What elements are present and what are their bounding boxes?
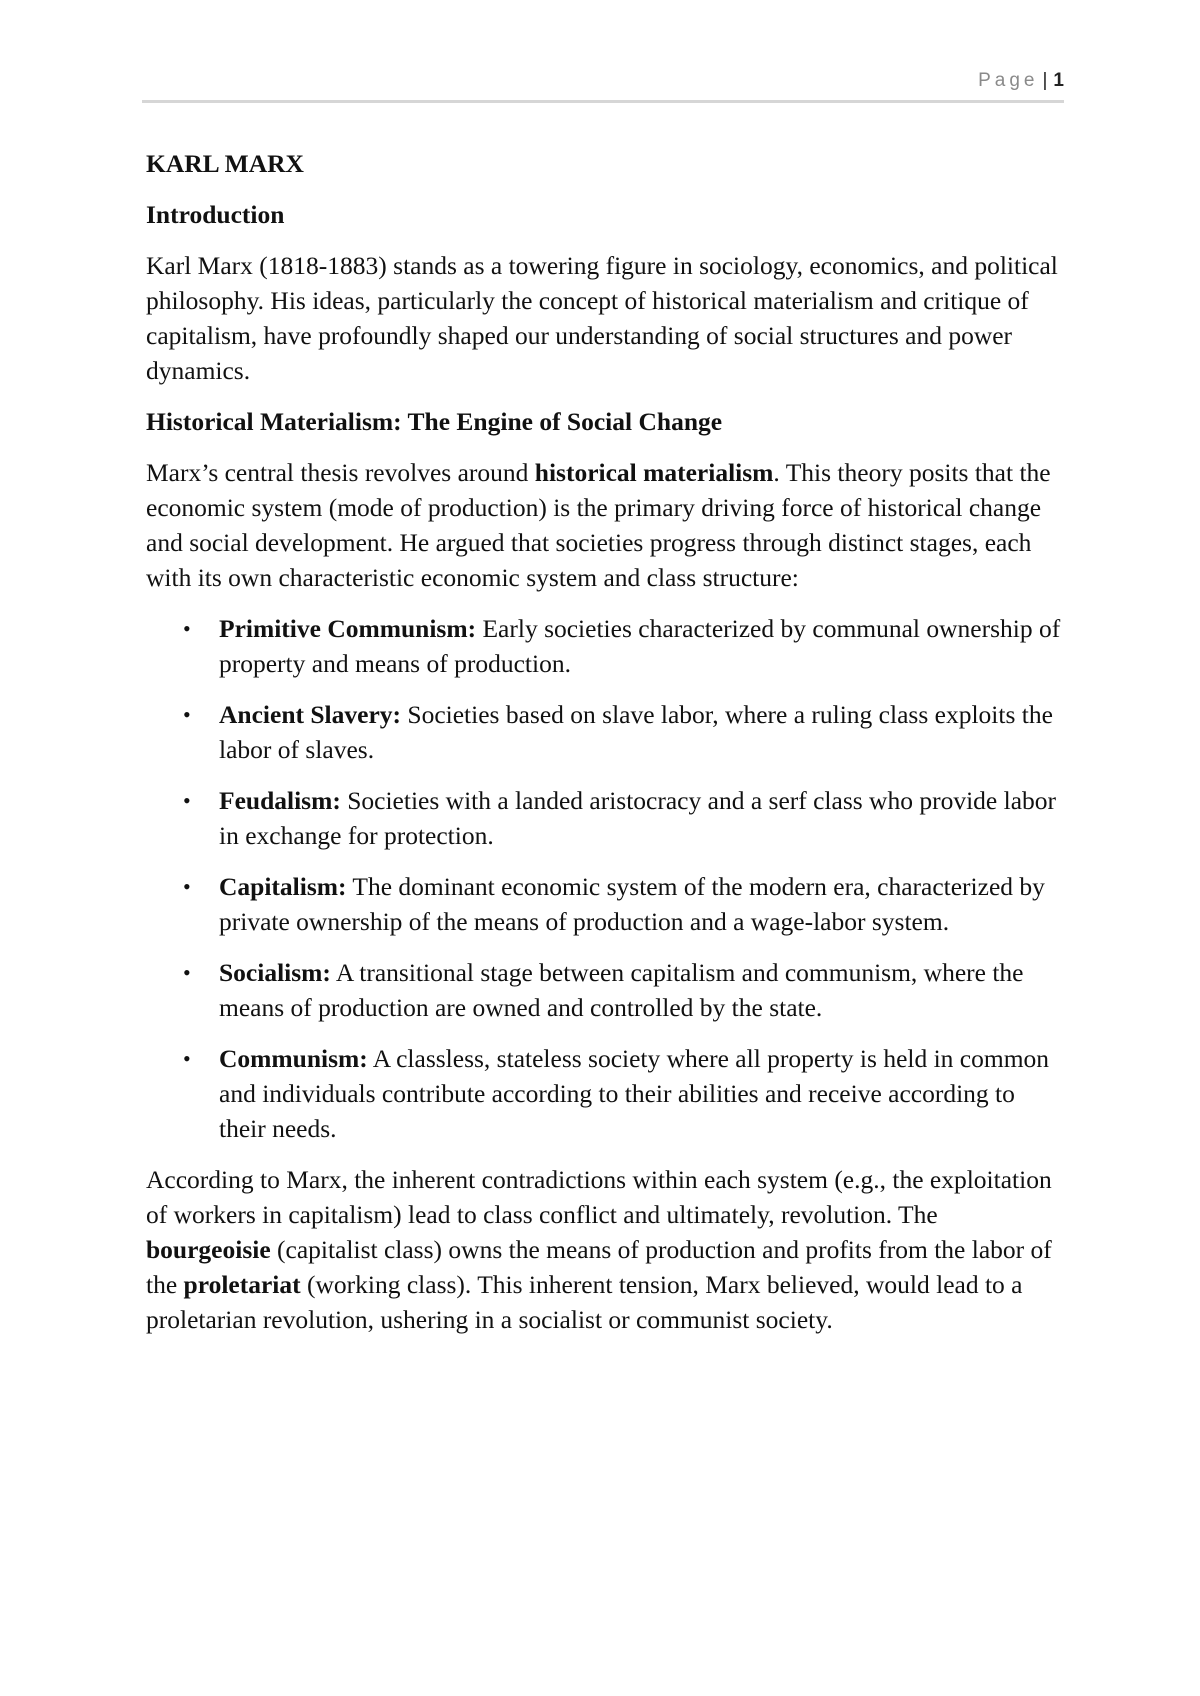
stage-desc: Societies with a landed aristocracy and a serf class who provide labor in exchange for protection.: [219, 786, 1057, 850]
list-item: [219, 611, 1066, 681]
stage-desc: Societies based on slave labor, where a ruling class exploits the labor of slaves.: [219, 700, 1053, 764]
list-item: [219, 955, 1066, 1025]
intro-heading: Introduction: [146, 200, 285, 229]
proletariat-term: proletariat: [183, 1270, 301, 1299]
closing-text-2: (capitalist class) owns the means of production and profits from the labor of the: [146, 1235, 1052, 1299]
thesis-bold-term: historical materialism: [534, 458, 774, 487]
thesis-text-after: . This theory posits that the economic system (mode of production) is the primary driving force of historical change and social development. He argued that societies progress through distinct stages, each with its own characteristic economic system and class structure:: [146, 458, 1051, 592]
document-title: KARL MARX: [146, 149, 304, 178]
stage-term: Ancient Slavery:: [219, 700, 402, 729]
intro-paragraph: Karl Marx (1818-1883) stands as a towering figure in sociology, economics, and political philosophy. His ideas, particularly the concept of historical materialism and critique of capitalism, have profoundly shaped our understanding of social structures and power dynamics.: [146, 251, 1058, 385]
page-number: 1: [1053, 70, 1064, 91]
stage-desc: A transitional stage between capitalism and communism, where the means of production are owned and controlled by the state.: [219, 958, 1024, 1022]
stage-term: Socialism:: [219, 958, 331, 987]
document-body: [146, 146, 1066, 1353]
list-item: [219, 783, 1066, 853]
closing-text-1: According to Marx, the inherent contradictions within each system (e.g., the exploitation of workers in capitalism) lead to class conflict and ultimately, revolution. The: [146, 1165, 1052, 1229]
list-item: [219, 1041, 1066, 1146]
stage-term: Communism:: [219, 1044, 368, 1073]
stage-desc: A classless, stateless society where all property is held in common and individuals contribute according to their abilities and receive according to their needs.: [219, 1044, 1050, 1143]
list-item: [219, 697, 1066, 767]
stage-term: Primitive Communism:: [219, 614, 477, 643]
page-separator: |: [1042, 70, 1048, 91]
section-heading: Historical Materialism: The Engine of Social Change: [146, 407, 723, 436]
closing-text-3: (working class). This inherent tension, Marx believed, would lead to a proletarian revolution, ushering in a socialist or communist society.: [146, 1270, 1023, 1334]
stage-desc: The dominant economic system of the modern era, characterized by private ownership of the means of production and a wage-labor system.: [219, 872, 1045, 936]
stage-term: Capitalism:: [219, 872, 347, 901]
page-header: [142, 70, 1064, 103]
list-item: [219, 869, 1066, 939]
thesis-paragraph: [146, 455, 1066, 595]
stages-list: [146, 611, 1066, 1146]
thesis-text-before: Marx’s central thesis revolves around: [146, 458, 535, 487]
bourgeoisie-term: bourgeoisie: [146, 1235, 271, 1264]
closing-paragraph: [146, 1162, 1066, 1337]
stage-term: Feudalism:: [219, 786, 341, 815]
page-label: Page: [978, 70, 1039, 91]
stage-desc: Early societies characterized by communal ownership of property and means of production.: [219, 614, 1061, 678]
